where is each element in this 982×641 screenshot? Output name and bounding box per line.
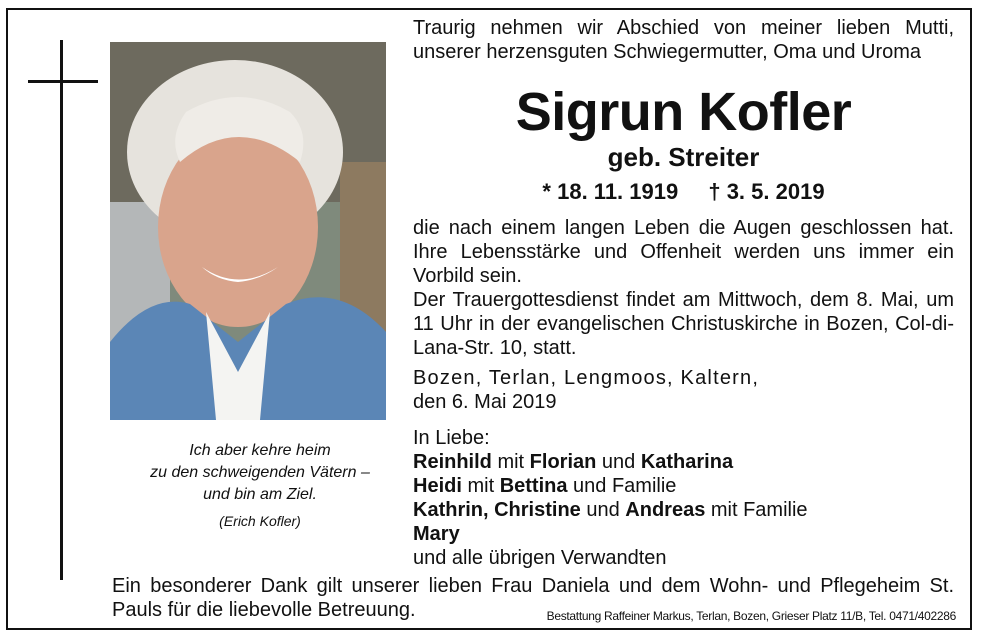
date-line: den 6. Mai 2019 xyxy=(413,391,557,413)
mourner-connector: und xyxy=(580,499,626,521)
mourner-name: Mary xyxy=(413,523,460,545)
maiden-name: geb. Streiter xyxy=(607,142,760,172)
mourner-connector: mit xyxy=(491,451,530,473)
deceased-name: Sigrun Kofler xyxy=(515,82,852,142)
love-intro: In Liebe: xyxy=(413,427,490,449)
place-line: Bozen, Terlan, Lengmoos, Kaltern, xyxy=(413,367,760,389)
intro-text: Traurig nehmen wir Abschied von meiner lieben Mutti, unserer herzensguten Schwiegermutter, Oma und Uroma xyxy=(413,17,954,63)
mourner-line xyxy=(413,498,954,522)
funeral-home-footer: Bestattung Raffeiner Markus, Terlan, Bozen, Grieser Platz 11/B, Tel. 0471/402286 xyxy=(546,609,956,623)
mourners-list xyxy=(413,426,954,570)
birth-date: * 18. 11. 1919 xyxy=(542,179,679,204)
death-date: † 3. 5. 2019 xyxy=(708,179,825,204)
quote-author: (Erich Kofler) xyxy=(219,513,301,529)
mourner-name: Katharina xyxy=(640,451,734,473)
quote-block xyxy=(110,440,410,532)
quote-line: zu den schweigenden Vätern – xyxy=(150,464,370,481)
quote-line: Ich aber kehre heim xyxy=(189,442,331,459)
mourner-name: Kathrin, Christine xyxy=(413,499,581,521)
mourner-connector: und xyxy=(596,451,641,473)
mourner-connector: und Familie xyxy=(567,475,677,497)
body-paragraph: die nach einem langen Leben die Augen geschlossen hat. Ihre Lebensstärke und Offenheit werden uns immer ein Vorbild sein. xyxy=(413,217,954,287)
mourner-connector: mit xyxy=(461,475,500,497)
mourner-line xyxy=(413,450,954,474)
love-closing: und alle übrigen Verwandten xyxy=(413,547,667,569)
portrait-photo xyxy=(110,42,386,420)
mourner-name: Heidi xyxy=(413,475,462,497)
mourner-name: Reinhild xyxy=(413,451,492,473)
mourner-name: Bettina xyxy=(499,475,568,497)
mourner-name: Florian xyxy=(529,451,597,473)
thanks-text: Ein besonderer Dank gilt unserer lieben Frau Daniela und dem Wohn- und Pflegeheim St. Pauls für die liebevolle Betreuung. xyxy=(112,575,954,621)
mourner-line xyxy=(413,474,954,498)
cross-icon-bar xyxy=(28,80,98,83)
cross-icon xyxy=(60,40,63,580)
place-date xyxy=(413,366,954,414)
service-paragraph: Der Trauergottesdienst findet am Mittwoch, dem 8. Mai, um 11 Uhr in der evangelischen Christuskirche in Bozen, Col-di-Lana-Str. 10, statt. xyxy=(413,289,954,359)
mourner-name: Andreas xyxy=(625,499,706,521)
body-text xyxy=(413,216,954,360)
mourner-connector: mit Familie xyxy=(705,499,808,521)
mourner-line xyxy=(413,522,954,546)
life-dates xyxy=(413,178,954,206)
quote-line: und bin am Ziel. xyxy=(203,486,317,503)
